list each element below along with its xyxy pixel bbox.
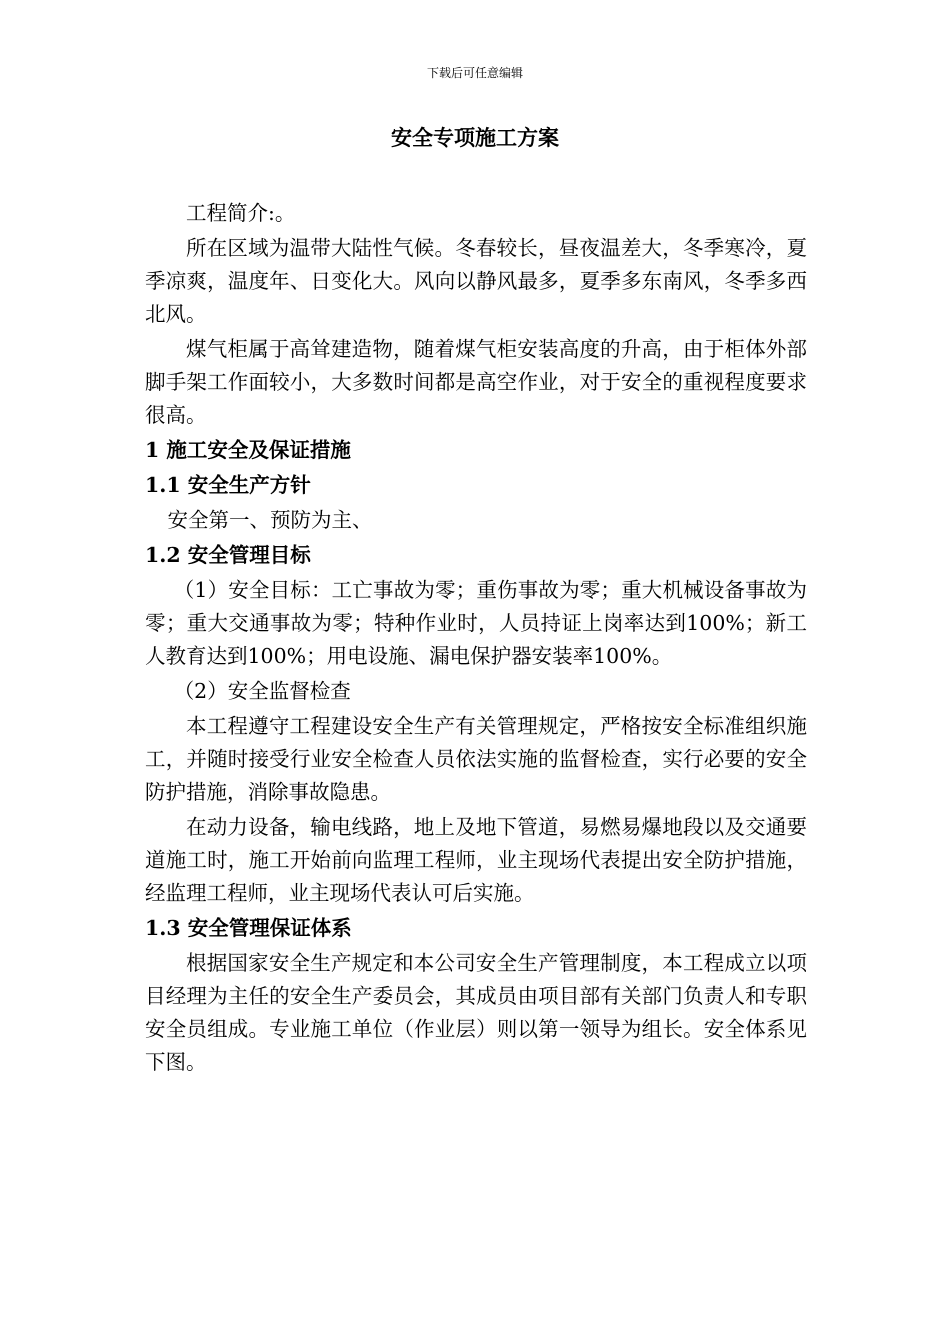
- climate-paragraph: 所在区域为温带大陆性气候。冬春较长，昼夜温差大，冬季寒冷，夏季凉爽，温度年、日变化大。风向以静风最多，夏季多东南风，冬季多西北风。: [145, 236, 807, 326]
- safety-supervision-item: （2）安全监督检查: [173, 679, 351, 703]
- document-body: [145, 197, 807, 1081]
- supervision-paragraph: 本工程遵守工程建设安全生产有关管理规定，严格按安全标准组织施工，并随时接受行业安全检查人员依法实施的监督检查，实行必要的安全防护措施，消除事故隐患。: [145, 714, 807, 804]
- project-intro-paragraph: 工程简介:。: [186, 201, 296, 225]
- header-note: 下载后可任意编辑: [426, 66, 523, 80]
- protection-measures-paragraph: 在动力设备，输电线路，地上及地下管道，易燃易爆地段以及交通要道施工时，施工开始前向监理工程师，业主现场代表提出安全防护措施，经监理工程师，业主现场代表认可后实施。: [145, 815, 807, 905]
- document-title: 安全专项施工方案: [391, 125, 559, 150]
- gas-holder-paragraph: 煤气柜属于高耸建造物，随着煤气柜安装高度的升高，由于柜体外部脚手架工作面较小，大多数时间都是高空作业，对于安全的重视程度要求很高。: [145, 337, 807, 427]
- section-heading-1-1: 1.1 安全生产方针: [145, 473, 311, 497]
- safety-policy-paragraph: 安全第一、预防为主、: [167, 508, 373, 532]
- section-heading-1-3: 1.3 安全管理保证体系: [145, 916, 352, 940]
- safety-target-paragraph: （1）安全目标：工亡事故为零；重伤事故为零；重大机械设备事故为零；重大交通事故为零；特种作业时，人员持证上岗率达到100%；新工人教育达到100%；用电设施、漏电保护器安装率100%。: [145, 578, 807, 668]
- section-heading-1: 1 施工安全及保证措施: [145, 438, 351, 462]
- section-heading-1-2: 1.2 安全管理目标: [145, 543, 311, 567]
- management-system-paragraph: 根据国家安全生产规定和本公司安全生产管理制度，本工程成立以项目经理为主任的安全生产委员会，其成员由项目部有关部门负责人和专职安全员组成。专业施工单位（作业层）则以第一领导为组长。安全体系见下图。: [145, 951, 807, 1074]
